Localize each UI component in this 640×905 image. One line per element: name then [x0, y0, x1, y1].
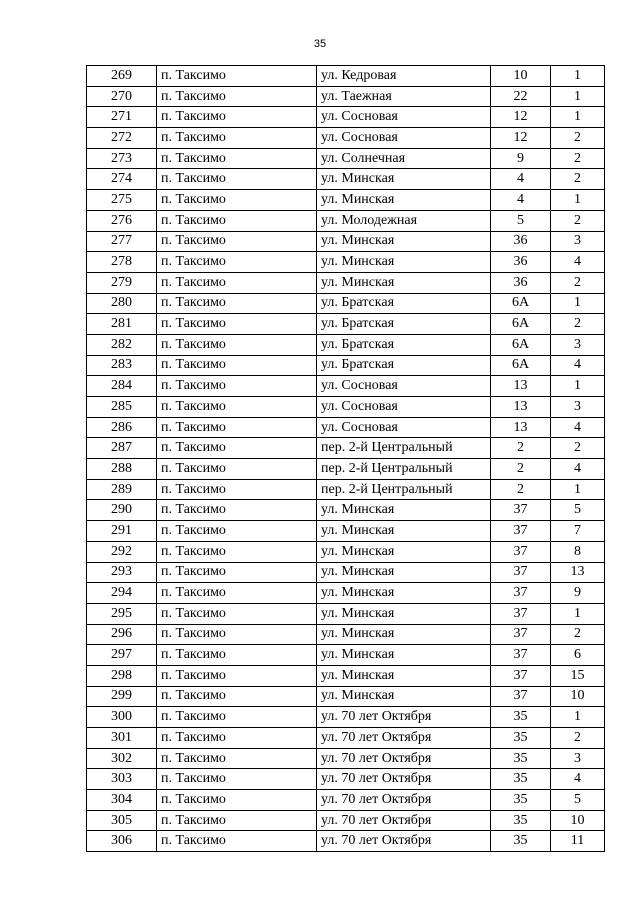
settlement-cell: п. Таксимо [157, 314, 317, 335]
apartment-number-cell: 8 [551, 541, 605, 562]
street-cell: ул. Минская [317, 521, 491, 542]
settlement-cell: п. Таксимо [157, 107, 317, 128]
street-cell: ул. Минская [317, 645, 491, 666]
house-number-cell: 35 [491, 748, 551, 769]
apartment-number-cell: 2 [551, 438, 605, 459]
apartment-number-cell: 1 [551, 86, 605, 107]
apartment-number-cell: 1 [551, 603, 605, 624]
street-cell: ул. Сосновая [317, 107, 491, 128]
table-row [87, 562, 605, 583]
apartment-number-cell: 15 [551, 665, 605, 686]
row-number-cell: 281 [87, 314, 157, 335]
table-row [87, 645, 605, 666]
house-number-cell: 37 [491, 603, 551, 624]
apartment-number-cell: 10 [551, 686, 605, 707]
settlement-cell: п. Таксимо [157, 148, 317, 169]
settlement-cell: п. Таксимо [157, 128, 317, 149]
table-row [87, 479, 605, 500]
settlement-cell: п. Таксимо [157, 583, 317, 604]
street-cell: ул. 70 лет Октября [317, 831, 491, 852]
table-row [87, 190, 605, 211]
street-cell: ул. 70 лет Октября [317, 790, 491, 811]
settlement-cell: п. Таксимо [157, 293, 317, 314]
house-number-cell: 12 [491, 128, 551, 149]
settlement-cell: п. Таксимо [157, 397, 317, 418]
settlement-cell: п. Таксимо [157, 500, 317, 521]
table-row [87, 86, 605, 107]
row-number-cell: 270 [87, 86, 157, 107]
table-row [87, 148, 605, 169]
street-cell: ул. 70 лет Октября [317, 769, 491, 790]
settlement-cell: п. Таксимо [157, 169, 317, 190]
street-cell: ул. Минская [317, 231, 491, 252]
street-cell: ул. Братская [317, 314, 491, 335]
house-number-cell: 36 [491, 252, 551, 273]
settlement-cell: п. Таксимо [157, 438, 317, 459]
apartment-number-cell: 4 [551, 769, 605, 790]
table-row [87, 438, 605, 459]
apartment-number-cell: 3 [551, 231, 605, 252]
street-cell: ул. Молодежная [317, 210, 491, 231]
row-number-cell: 301 [87, 728, 157, 749]
settlement-cell: п. Таксимо [157, 728, 317, 749]
street-cell: ул. Минская [317, 583, 491, 604]
table-row [87, 252, 605, 273]
apartment-number-cell: 1 [551, 107, 605, 128]
row-number-cell: 299 [87, 686, 157, 707]
house-number-cell: 22 [491, 86, 551, 107]
house-number-cell: 9 [491, 148, 551, 169]
street-cell: пер. 2-й Центральный [317, 479, 491, 500]
street-cell: ул. Минская [317, 252, 491, 273]
house-number-cell: 13 [491, 397, 551, 418]
apartment-number-cell: 4 [551, 417, 605, 438]
house-number-cell: 10 [491, 66, 551, 87]
street-cell: ул. Минская [317, 686, 491, 707]
apartment-number-cell: 5 [551, 500, 605, 521]
house-number-cell: 6А [491, 355, 551, 376]
apartment-number-cell: 5 [551, 790, 605, 811]
apartment-number-cell: 6 [551, 645, 605, 666]
house-number-cell: 37 [491, 665, 551, 686]
settlement-cell: п. Таксимо [157, 790, 317, 811]
settlement-cell: п. Таксимо [157, 707, 317, 728]
house-number-cell: 35 [491, 810, 551, 831]
apartment-number-cell: 7 [551, 521, 605, 542]
house-number-cell: 5 [491, 210, 551, 231]
table-row [87, 500, 605, 521]
row-number-cell: 303 [87, 769, 157, 790]
apartment-number-cell: 1 [551, 479, 605, 500]
settlement-cell: п. Таксимо [157, 603, 317, 624]
apartment-number-cell: 2 [551, 624, 605, 645]
settlement-cell: п. Таксимо [157, 645, 317, 666]
street-cell: ул. Минская [317, 169, 491, 190]
row-number-cell: 285 [87, 397, 157, 418]
row-number-cell: 287 [87, 438, 157, 459]
row-number-cell: 271 [87, 107, 157, 128]
house-number-cell: 37 [491, 686, 551, 707]
table-row [87, 810, 605, 831]
apartment-number-cell: 3 [551, 397, 605, 418]
table-row [87, 541, 605, 562]
house-number-cell: 35 [491, 831, 551, 852]
house-number-cell: 35 [491, 707, 551, 728]
row-number-cell: 293 [87, 562, 157, 583]
street-cell: ул. Минская [317, 624, 491, 645]
apartment-number-cell: 1 [551, 190, 605, 211]
row-number-cell: 269 [87, 66, 157, 87]
house-number-cell: 37 [491, 521, 551, 542]
apartment-number-cell: 2 [551, 128, 605, 149]
house-number-cell: 35 [491, 728, 551, 749]
house-number-cell: 37 [491, 645, 551, 666]
settlement-cell: п. Таксимо [157, 748, 317, 769]
row-number-cell: 306 [87, 831, 157, 852]
table-row [87, 169, 605, 190]
street-cell: ул. Сосновая [317, 128, 491, 149]
settlement-cell: п. Таксимо [157, 252, 317, 273]
table-row [87, 686, 605, 707]
row-number-cell: 274 [87, 169, 157, 190]
street-cell: ул. Таежная [317, 86, 491, 107]
row-number-cell: 284 [87, 376, 157, 397]
street-cell: ул. Минская [317, 500, 491, 521]
table-row [87, 790, 605, 811]
row-number-cell: 305 [87, 810, 157, 831]
table-row [87, 272, 605, 293]
house-number-cell: 4 [491, 190, 551, 211]
row-number-cell: 291 [87, 521, 157, 542]
settlement-cell: п. Таксимо [157, 769, 317, 790]
apartment-number-cell: 1 [551, 293, 605, 314]
table-row [87, 210, 605, 231]
settlement-cell: п. Таксимо [157, 479, 317, 500]
settlement-cell: п. Таксимо [157, 541, 317, 562]
row-number-cell: 279 [87, 272, 157, 293]
street-cell: ул. 70 лет Октября [317, 748, 491, 769]
row-number-cell: 282 [87, 334, 157, 355]
apartment-number-cell: 2 [551, 314, 605, 335]
apartment-number-cell: 4 [551, 355, 605, 376]
apartment-number-cell: 2 [551, 148, 605, 169]
house-number-cell: 6А [491, 293, 551, 314]
apartment-number-cell: 4 [551, 252, 605, 273]
house-number-cell: 2 [491, 479, 551, 500]
apartment-number-cell: 13 [551, 562, 605, 583]
table-row [87, 521, 605, 542]
apartment-number-cell: 3 [551, 334, 605, 355]
row-number-cell: 272 [87, 128, 157, 149]
settlement-cell: п. Таксимо [157, 376, 317, 397]
street-cell: ул. Братская [317, 293, 491, 314]
table-row [87, 583, 605, 604]
table-row [87, 231, 605, 252]
table-row [87, 748, 605, 769]
address-table-body [87, 66, 605, 852]
apartment-number-cell: 1 [551, 376, 605, 397]
house-number-cell: 6А [491, 334, 551, 355]
page-number: 35 [313, 38, 327, 50]
settlement-cell: п. Таксимо [157, 417, 317, 438]
table-row [87, 293, 605, 314]
house-number-cell: 37 [491, 500, 551, 521]
row-number-cell: 273 [87, 148, 157, 169]
street-cell: ул. Минская [317, 190, 491, 211]
table-row [87, 107, 605, 128]
house-number-cell: 12 [491, 107, 551, 128]
row-number-cell: 286 [87, 417, 157, 438]
table-row [87, 314, 605, 335]
row-number-cell: 294 [87, 583, 157, 604]
row-number-cell: 302 [87, 748, 157, 769]
apartment-number-cell: 2 [551, 210, 605, 231]
apartment-number-cell: 1 [551, 707, 605, 728]
house-number-cell: 37 [491, 562, 551, 583]
apartment-number-cell: 11 [551, 831, 605, 852]
apartment-number-cell: 4 [551, 459, 605, 480]
house-number-cell: 2 [491, 459, 551, 480]
settlement-cell: п. Таксимо [157, 66, 317, 87]
row-number-cell: 295 [87, 603, 157, 624]
street-cell: ул. Кедровая [317, 66, 491, 87]
house-number-cell: 37 [491, 583, 551, 604]
street-cell: ул. 70 лет Октября [317, 810, 491, 831]
street-cell: ул. Сосновая [317, 376, 491, 397]
settlement-cell: п. Таксимо [157, 272, 317, 293]
address-table [86, 65, 605, 852]
street-cell: ул. Минская [317, 272, 491, 293]
settlement-cell: п. Таксимо [157, 210, 317, 231]
row-number-cell: 297 [87, 645, 157, 666]
table-row [87, 769, 605, 790]
settlement-cell: п. Таксимо [157, 334, 317, 355]
street-cell: ул. Минская [317, 562, 491, 583]
house-number-cell: 36 [491, 272, 551, 293]
street-cell: ул. Сосновая [317, 397, 491, 418]
row-number-cell: 292 [87, 541, 157, 562]
row-number-cell: 280 [87, 293, 157, 314]
house-number-cell: 37 [491, 624, 551, 645]
settlement-cell: п. Таксимо [157, 521, 317, 542]
table-row [87, 397, 605, 418]
house-number-cell: 4 [491, 169, 551, 190]
settlement-cell: п. Таксимо [157, 665, 317, 686]
settlement-cell: п. Таксимо [157, 355, 317, 376]
house-number-cell: 36 [491, 231, 551, 252]
table-row [87, 665, 605, 686]
row-number-cell: 304 [87, 790, 157, 811]
row-number-cell: 290 [87, 500, 157, 521]
row-number-cell: 288 [87, 459, 157, 480]
row-number-cell: 300 [87, 707, 157, 728]
house-number-cell: 35 [491, 790, 551, 811]
table-row [87, 355, 605, 376]
street-cell: ул. Сосновая [317, 417, 491, 438]
street-cell: ул. Минская [317, 541, 491, 562]
street-cell: ул. Солнечная [317, 148, 491, 169]
house-number-cell: 13 [491, 376, 551, 397]
apartment-number-cell: 3 [551, 748, 605, 769]
settlement-cell: п. Таксимо [157, 686, 317, 707]
apartment-number-cell: 2 [551, 272, 605, 293]
apartment-number-cell: 2 [551, 169, 605, 190]
table-row [87, 707, 605, 728]
table-row [87, 66, 605, 87]
street-cell: ул. 70 лет Октября [317, 728, 491, 749]
settlement-cell: п. Таксимо [157, 624, 317, 645]
settlement-cell: п. Таксимо [157, 231, 317, 252]
row-number-cell: 296 [87, 624, 157, 645]
row-number-cell: 277 [87, 231, 157, 252]
apartment-number-cell: 10 [551, 810, 605, 831]
table-row [87, 128, 605, 149]
house-number-cell: 13 [491, 417, 551, 438]
table-row [87, 603, 605, 624]
street-cell: пер. 2-й Центральный [317, 438, 491, 459]
street-cell: ул. Братская [317, 334, 491, 355]
table-row [87, 459, 605, 480]
settlement-cell: п. Таксимо [157, 562, 317, 583]
table-row [87, 417, 605, 438]
row-number-cell: 278 [87, 252, 157, 273]
table-row [87, 624, 605, 645]
house-number-cell: 35 [491, 769, 551, 790]
settlement-cell: п. Таксимо [157, 190, 317, 211]
settlement-cell: п. Таксимо [157, 459, 317, 480]
street-cell: ул. Минская [317, 603, 491, 624]
house-number-cell: 6А [491, 314, 551, 335]
table-row [87, 728, 605, 749]
table-row [87, 831, 605, 852]
street-cell: ул. Минская [317, 665, 491, 686]
house-number-cell: 2 [491, 438, 551, 459]
row-number-cell: 283 [87, 355, 157, 376]
row-number-cell: 298 [87, 665, 157, 686]
street-cell: пер. 2-й Центральный [317, 459, 491, 480]
settlement-cell: п. Таксимо [157, 810, 317, 831]
row-number-cell: 289 [87, 479, 157, 500]
table-row [87, 376, 605, 397]
settlement-cell: п. Таксимо [157, 831, 317, 852]
street-cell: ул. 70 лет Октября [317, 707, 491, 728]
row-number-cell: 275 [87, 190, 157, 211]
row-number-cell: 276 [87, 210, 157, 231]
settlement-cell: п. Таксимо [157, 86, 317, 107]
street-cell: ул. Братская [317, 355, 491, 376]
apartment-number-cell: 9 [551, 583, 605, 604]
table-row [87, 334, 605, 355]
house-number-cell: 37 [491, 541, 551, 562]
apartment-number-cell: 1 [551, 66, 605, 87]
apartment-number-cell: 2 [551, 728, 605, 749]
